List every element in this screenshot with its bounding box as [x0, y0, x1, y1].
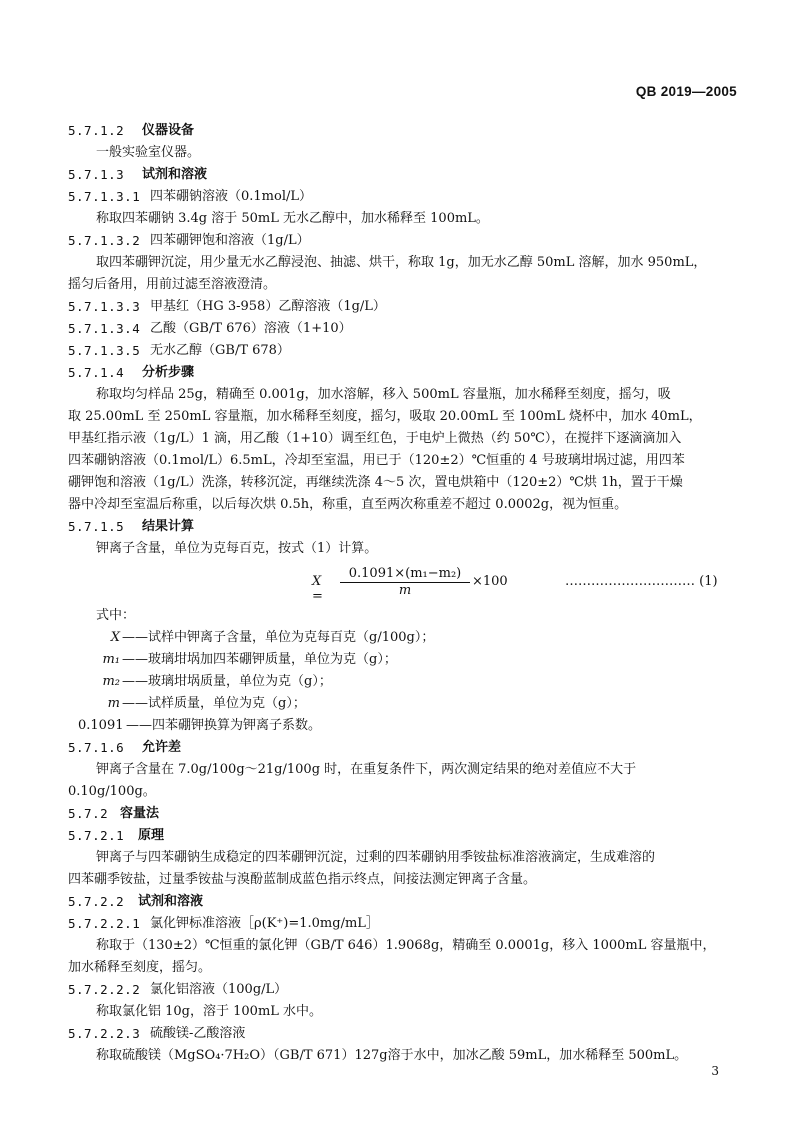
- section-title: 分析步骤: [142, 365, 195, 380]
- section-title: 原理: [138, 828, 165, 843]
- section-number: 5.7.1.6: [68, 740, 125, 755]
- section-number: 5.7.2.2: [68, 894, 125, 909]
- section-title: 结果计算: [142, 519, 195, 534]
- equation-number: ………………………… (1): [565, 574, 718, 589]
- section-number: 5.7.1.5: [68, 519, 125, 534]
- text: 甲基红指示液（1g/L）1 滴，用乙酸（1+10）调至红色，于电炉上微热（约 50℃），在搅拌下逐滴滴加入: [68, 431, 682, 446]
- text: 称取均匀样品 25g，精确至 0.001g，加水溶解，移入 500mL 容量瓶，加水稀释至刻度，摇匀，吸: [96, 387, 671, 402]
- section-number: 5.7.1.3.5: [68, 343, 141, 358]
- section-title: 氯化钾标准溶液［ρ(K⁺)=1.0mg/mL］: [150, 916, 379, 931]
- section-number: 5.7.1.3.3: [68, 299, 141, 314]
- text: 一般实验室仪器。: [96, 145, 201, 160]
- variable-desc: ——试样质量，单位为克（g）；: [122, 696, 306, 711]
- text: 加水稀释至刻度，摇匀。: [68, 960, 212, 975]
- text: 0.10g/100g。: [68, 784, 156, 799]
- section-title: 无水乙醇（GB/T 678）: [150, 343, 290, 358]
- text: 称取氯化铝 10g，溶于 100mL 水中。: [96, 1004, 323, 1019]
- page-number: 3: [711, 1064, 719, 1078]
- text: 称取四苯硼钠 3.4g 溶于 50mL 无水乙醇中，加水稀释至 100mL。: [96, 211, 489, 226]
- section-number: 5.7.1.2: [68, 123, 125, 138]
- formula-fraction: [340, 566, 470, 598]
- section-title: 允许差: [142, 740, 182, 755]
- variable-symbol: 0.1091: [78, 718, 124, 733]
- section-number: 5.7.2: [68, 806, 109, 821]
- variable-desc: ——玻璃坩埚质量，单位为克（g）；: [122, 674, 332, 689]
- section-title: 乙酸（GB/T 676）溶液（1+10）: [150, 321, 352, 336]
- section-number: 5.7.2.1: [68, 828, 125, 843]
- formula-lhs: X =: [312, 574, 323, 604]
- variable-desc: ——四苯硼钾换算为钾离子系数。: [126, 718, 322, 733]
- formula-denominator: m: [398, 583, 412, 598]
- text: 摇匀后备用，用前过滤至溶液澄清。: [68, 277, 277, 292]
- section-number: 5.7.1.3: [68, 167, 125, 182]
- section-title: 试剂和溶液: [142, 167, 208, 182]
- section-number: 5.7.1.3.4: [68, 321, 141, 336]
- section-number: 5.7.1.3.2: [68, 233, 141, 248]
- section-title: 硫酸镁-乙酸溶液: [150, 1026, 246, 1041]
- section-title: 四苯硼钾饱和溶液（1g/L）: [150, 233, 310, 248]
- text: 器中冷却至室温后称重，以后每次烘 0.5h，称重，直至两次称重差不超过 0.0002g，视为恒重。: [68, 497, 628, 512]
- text: 取四苯硼钾沉淀，用少量无水乙醇浸泡、抽滤、烘干，称取 1g，加无水乙醇 50mL 溶解，加水 950mL，: [96, 255, 707, 270]
- where-label: 式中：: [96, 608, 136, 623]
- formula-rhs: ×100: [472, 574, 508, 589]
- section-title: 四苯硼钠溶液（0.1mol/L）: [150, 189, 312, 204]
- text: 取 25.00mL 至 250mL 容量瓶，加水稀释至刻度，摇匀，吸取 20.00mL 至 100mL 烧杯中，加水 40mL，: [68, 409, 702, 424]
- text: 称取于（130±2）℃恒重的氯化钾（GB/T 646）1.9068g，精确至 0.0001g，移入 1000mL 容量瓶中，: [96, 938, 716, 953]
- section-title: 试剂和溶液: [138, 894, 204, 909]
- variable-symbol: m₁: [102, 652, 120, 667]
- variable-symbol: X: [110, 630, 120, 645]
- section-title: 仪器设备: [142, 123, 195, 138]
- variable-desc: ——玻璃坩埚加四苯硼钾质量，单位为克（g）；: [122, 652, 397, 667]
- header-doc-code: QB 2019—2005: [635, 84, 737, 99]
- section-title: 氯化铝溶液（100g/L）: [150, 982, 288, 997]
- section-number: 5.7.2.2.3: [68, 1026, 141, 1041]
- section-number: 5.7.2.2.1: [68, 916, 141, 931]
- section-number: 5.7.2.2.2: [68, 982, 141, 997]
- text: 称取硫酸镁（MgSO₄·7H₂O）（GB/T 671）127g溶于水中，加冰乙酸 59mL，加水稀释至 500mL。: [96, 1048, 688, 1063]
- text: 钾离子含量在 7.0g/100g～21g/100g 时，在重复条件下，两次测定结果的绝对差值应不大于: [96, 762, 637, 777]
- text: 四苯硼季铵盐，过量季铵盐与溴酚蓝制成蓝色指示终点，间接法测定钾离子含量。: [68, 872, 537, 887]
- section-title: 甲基红（HG 3-958）乙醇溶液（1g/L）: [150, 299, 386, 314]
- variable-symbol: m₂: [102, 674, 120, 689]
- text: 钾离子与四苯硼钠生成稳定的四苯硼钾沉淀，过剩的四苯硼钠用季铵盐标准溶液滴定，生成难溶的: [96, 850, 656, 865]
- section-number: 5.7.1.4: [68, 365, 125, 380]
- text: 钾离子含量，单位为克每百克，按式（1）计算。: [96, 541, 378, 556]
- section-number: 5.7.1.3.1: [68, 189, 141, 204]
- text: 四苯硼钠溶液（0.1mol/L）6.5mL，冷却至室温，用已于（120±2）℃恒重的 4 号玻璃坩埚过滤，用四苯: [68, 453, 685, 468]
- section-title: 容量法: [120, 806, 160, 821]
- text: 硼钾饱和溶液（1g/L）洗涤，转移沉淀，再继续洗涤 4～5 次，置电烘箱中（120±2）℃烘 1h，置于干燥: [68, 475, 683, 490]
- formula-numerator: 0.1091×(m₁−m₂): [340, 566, 470, 583]
- variable-desc: ——试样中钾离子含量，单位为克每百克（g/100g）；: [122, 630, 435, 645]
- variable-symbol: m: [107, 696, 120, 711]
